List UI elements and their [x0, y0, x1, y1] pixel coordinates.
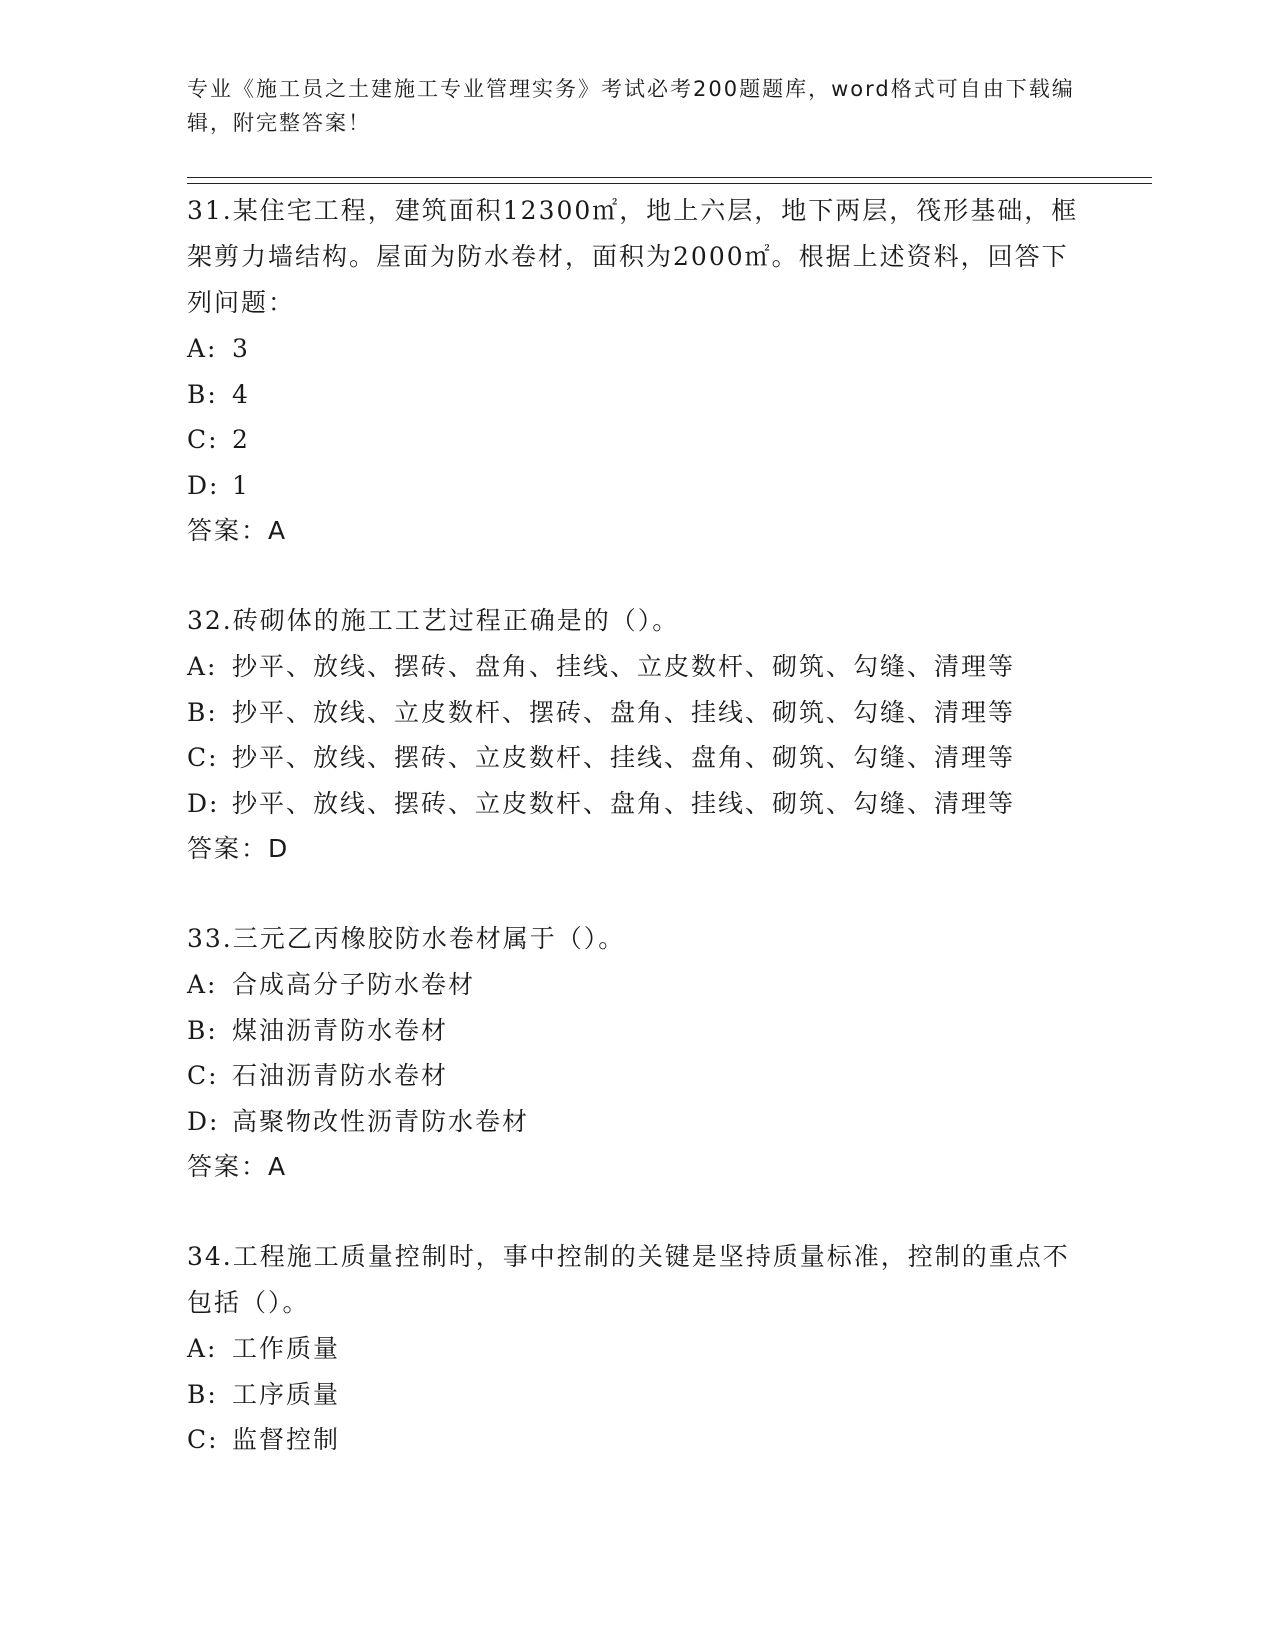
question-text: 31.某住宅工程，建筑面积12300㎡，地上六层，地下两层，筏形基础，框架剪力墙结构。屋面为防水卷材，面积为2000㎡。根据上述资料，回答下列问题：	[187, 196, 1079, 317]
option-text: 抄平、放线、摆砖、立皮数杆、挂线、盘角、砌筑、勾缝、清理等	[232, 743, 1016, 772]
question-text: 34.工程施工质量控制时，事中控制的关键是坚持质量标准，控制的重点不包括（）。	[187, 1242, 1070, 1317]
option-letter: A:	[187, 970, 218, 999]
option-d	[187, 463, 1087, 509]
option-text: 抄平、放线、摆砖、盘角、挂线、立皮数杆、砌筑、勾缝、清理等	[232, 652, 1016, 681]
option-letter: A:	[187, 1334, 218, 1363]
option-text: 4	[232, 379, 250, 409]
option-letter: B:	[187, 379, 218, 409]
question-32	[187, 598, 1087, 872]
option-letter: D:	[187, 470, 220, 500]
option-d	[187, 781, 1087, 827]
option-c	[187, 1053, 1087, 1099]
option-letter: C:	[187, 425, 219, 454]
option-text: 工作质量	[232, 1334, 341, 1363]
option-letter: A:	[187, 652, 218, 681]
option-a	[187, 1326, 1087, 1372]
question-34	[187, 1234, 1087, 1463]
question-text: 32.砖砌体的施工工艺过程正确是的（）。	[187, 606, 680, 635]
answer-label: 答案：A	[187, 516, 288, 545]
option-b	[187, 690, 1087, 736]
option-letter: C:	[187, 1425, 219, 1454]
document-header: 专业《施工员之土建施工专业管理实务》考试必考200题题库，word格式可自由下载编辑，附完整答案！	[187, 77, 1075, 135]
option-text: 工序质量	[232, 1379, 341, 1409]
answer-label: 答案：A	[187, 1152, 288, 1181]
option-text: 2	[232, 425, 250, 454]
option-letter: A:	[187, 334, 218, 363]
header-divider-top	[187, 177, 1152, 178]
option-letter: B:	[187, 697, 218, 727]
option-text: 抄平、放线、摆砖、立皮数杆、盘角、挂线、砌筑、勾缝、清理等	[232, 788, 1016, 818]
option-text: 煤油沥青防水卷材	[232, 1015, 449, 1045]
option-letter: C:	[187, 1061, 219, 1090]
question-list	[187, 188, 1087, 1507]
option-b	[187, 1372, 1087, 1418]
option-a	[187, 962, 1087, 1008]
option-b	[187, 1008, 1087, 1054]
question-31	[187, 188, 1087, 554]
answer-label: 答案：D	[187, 834, 290, 863]
option-a	[187, 644, 1087, 690]
option-c	[187, 735, 1087, 781]
option-c	[187, 1417, 1087, 1463]
option-c	[187, 417, 1087, 463]
option-text: 监督控制	[232, 1425, 341, 1454]
option-text: 合成高分子防水卷材	[232, 970, 476, 999]
option-text: 3	[232, 334, 250, 363]
option-b	[187, 372, 1087, 418]
option-text: 石油沥青防水卷材	[232, 1061, 449, 1090]
option-d	[187, 1099, 1087, 1145]
option-text: 1	[232, 470, 250, 500]
header-divider-bottom	[187, 183, 1152, 184]
option-a	[187, 326, 1087, 372]
question-text: 33.三元乙丙橡胶防水卷材属于（）。	[187, 924, 626, 953]
option-text: 高聚物改性沥青防水卷材	[232, 1106, 530, 1136]
option-text: 抄平、放线、立皮数杆、摆砖、盘角、挂线、砌筑、勾缝、清理等	[232, 697, 1016, 727]
question-33	[187, 916, 1087, 1190]
option-letter: D:	[187, 788, 220, 818]
option-letter: B:	[187, 1379, 218, 1409]
option-letter: D:	[187, 1106, 220, 1136]
option-letter: C:	[187, 743, 219, 772]
option-letter: B:	[187, 1015, 218, 1045]
